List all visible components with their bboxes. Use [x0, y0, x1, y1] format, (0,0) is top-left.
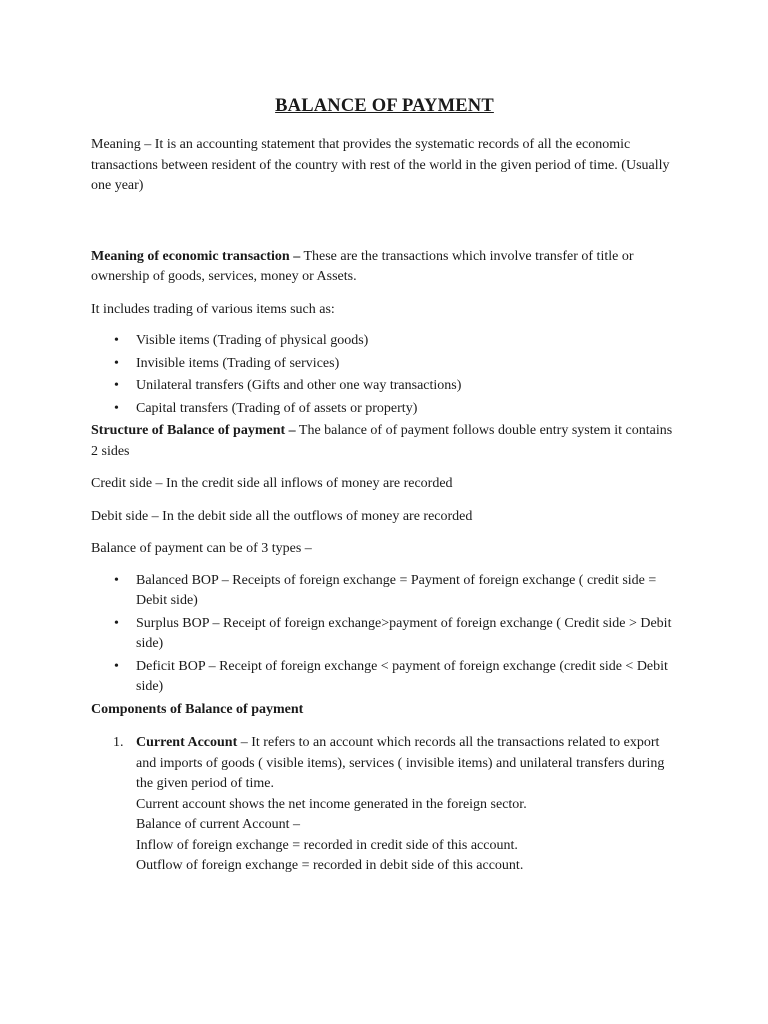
- components-list: [91, 733, 678, 877]
- bullet-icon: •: [114, 333, 119, 348]
- document-title: BALANCE OF PAYMENT: [275, 96, 494, 116]
- economic-transaction-text: These are the transactions which involve transfer of title or ownership of goods, services, money or Assets.: [91, 248, 634, 284]
- economic-transaction-heading: Meaning of economic transaction –: [91, 248, 301, 264]
- list-item: [91, 331, 678, 352]
- list-item: [91, 614, 678, 655]
- structure-heading: Structure of Balance of payment –: [91, 423, 296, 438]
- structure-paragraph: [91, 421, 678, 462]
- bullet-icon: •: [114, 658, 119, 674]
- trading-items-list: [91, 331, 678, 419]
- list-item: [91, 376, 678, 397]
- list-item: [91, 733, 678, 877]
- list-item: [91, 571, 678, 612]
- list-item-text: Unilateral transfers (Gifts and other one way transactions): [136, 378, 462, 393]
- meaning-paragraph: Meaning – It is an accounting statement that provides the systematic records of all the economic transactions between resident of the country with rest of the world in the given period of time. (Usually one year): [91, 137, 670, 193]
- component-line: Current account shows the net income generated in the foreign sector.: [136, 796, 527, 812]
- component-line: Balance of current Account –: [136, 817, 301, 832]
- list-item: [91, 657, 678, 698]
- bullet-icon: •: [114, 400, 119, 416]
- component-text: – It refers to an account which records all the transactions related to export and imports of goods ( visible items), services ( invisible items) and unilateral transfers during the given period of time.: [136, 735, 665, 791]
- list-item-text: Invisible items (Trading of services): [136, 355, 340, 371]
- debit-side-paragraph: Debit side – In the debit side all the outflows of money are recorded: [91, 508, 473, 524]
- list-item-text: Balanced BOP – Receipts of foreign exchange = Payment of foreign exchange ( credit side = Debit side): [136, 572, 657, 608]
- bop-types-list: [91, 571, 678, 698]
- list-item-text: Deficit BOP – Receipt of foreign exchange < payment of foreign exchange (credit side < Debit side): [136, 658, 668, 694]
- list-item: [91, 399, 678, 420]
- list-item-text: Visible items (Trading of physical goods): [136, 333, 369, 348]
- economic-transaction-paragraph: [91, 247, 678, 288]
- structure-text: The balance of of payment follows double entry system it contains 2 sides: [91, 423, 673, 459]
- components-heading-text: Components of Balance of payment: [91, 701, 304, 717]
- component-heading: Current Account: [136, 735, 238, 750]
- list-item: [91, 354, 678, 375]
- list-number: 1.: [113, 735, 124, 750]
- component-first-line: [136, 735, 664, 791]
- bullet-icon: •: [114, 615, 119, 631]
- list-item-text: Capital transfers (Trading of of assets or property): [136, 400, 418, 416]
- types-intro: Balance of payment can be of 3 types –: [91, 541, 312, 556]
- includes-intro: It includes trading of various items such as:: [91, 301, 335, 317]
- bullet-icon: •: [114, 378, 119, 393]
- component-line: Inflow of foreign exchange = recorded in credit side of this account.: [136, 837, 518, 853]
- bullet-icon: •: [114, 355, 119, 371]
- components-heading: [91, 700, 678, 721]
- list-item-text: Surplus BOP – Receipt of foreign exchange>payment of foreign exchange ( Credit side > Debit side): [136, 615, 672, 651]
- bullet-icon: •: [114, 572, 119, 588]
- component-line: Outflow of foreign exchange = recorded in debit side of this account.: [136, 858, 524, 873]
- credit-side-paragraph: Credit side – In the credit side all inflows of money are recorded: [91, 476, 453, 491]
